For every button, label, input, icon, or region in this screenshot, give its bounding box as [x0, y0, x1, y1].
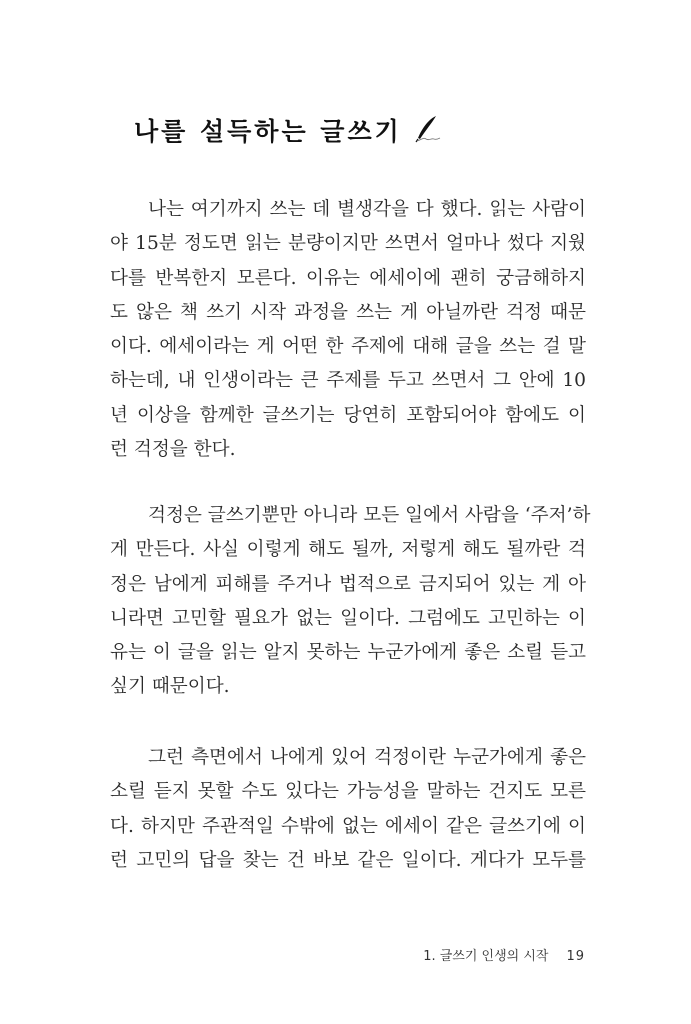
text-line: 걱정은 글쓰기뿐만 아니라 모든 일에서 사람을 ‘주저’하 [148, 505, 591, 526]
text-line: 그런 측면에서 나에게 있어 걱정이란 누군가에게 좋은 [148, 747, 586, 768]
section-title [134, 110, 444, 150]
page-number: 19 [566, 949, 585, 964]
section-title-text: 나를 설득하는 글쓰기 [134, 117, 402, 146]
text-line: 하는데, 내 인생이라는 큰 주제를 두고 쓰면서 그 안에 10 [110, 370, 586, 392]
text-line: 유는 이 글을 읽는 알지 못하는 누군가에게 좋은 소릴 듣고 [110, 642, 586, 664]
text-line: 이다. 에세이라는 게 어떤 한 주제에 대해 글을 쓰는 걸 말 [110, 336, 586, 358]
text-line: 런 고민의 답을 찾는 건 바보 같은 일이다. 게다가 모두를 [110, 849, 586, 871]
text-line: 야 15분 정도면 읽는 분량이지만 쓰면서 얼마나 썼다 지웠 [110, 233, 586, 255]
text-line: 나는 여기까지 쓰는 데 별생각을 다 했다. 읽는 사람이 [148, 199, 586, 220]
quill-pen-icon [412, 114, 444, 146]
text-line: 소릴 듣지 못할 수도 있다는 가능성을 말하는 건지도 모른 [110, 781, 586, 803]
text-line: 게 만든다. 사실 이렇게 해도 될까, 저렇게 해도 될까란 걱 [110, 539, 586, 561]
chapter-title: 1. 글쓰기 인생의 시작 [423, 949, 549, 964]
text-line: 런 걱정을 한다. [110, 439, 236, 461]
text-line: 년 이상을 함께한 글쓰기는 당연히 포함되어야 함에도 이 [110, 404, 586, 426]
paragraph-1 [110, 193, 586, 467]
page-footer [423, 945, 585, 964]
text-line: 다. 하지만 주관적일 수밖에 없는 에세이 같은 글쓰기에 이 [110, 815, 586, 837]
text-line: 싶기 때문이다. [110, 676, 230, 698]
text-line: 정은 남에게 피해를 주거나 법적으로 금지되어 있는 게 아 [110, 573, 586, 595]
paragraph-3 [110, 741, 586, 878]
text-line: 도 않은 책 쓰기 시작 과정을 쓰는 게 아닐까란 걱정 때문 [110, 301, 586, 323]
text-line: 다를 반복한지 모른다. 이유는 에세이에 괜히 궁금해하지 [110, 267, 586, 289]
paragraph-2 [110, 499, 591, 705]
text-line: 니라면 고민할 필요가 없는 일이다. 그럼에도 고민하는 이 [110, 607, 586, 629]
